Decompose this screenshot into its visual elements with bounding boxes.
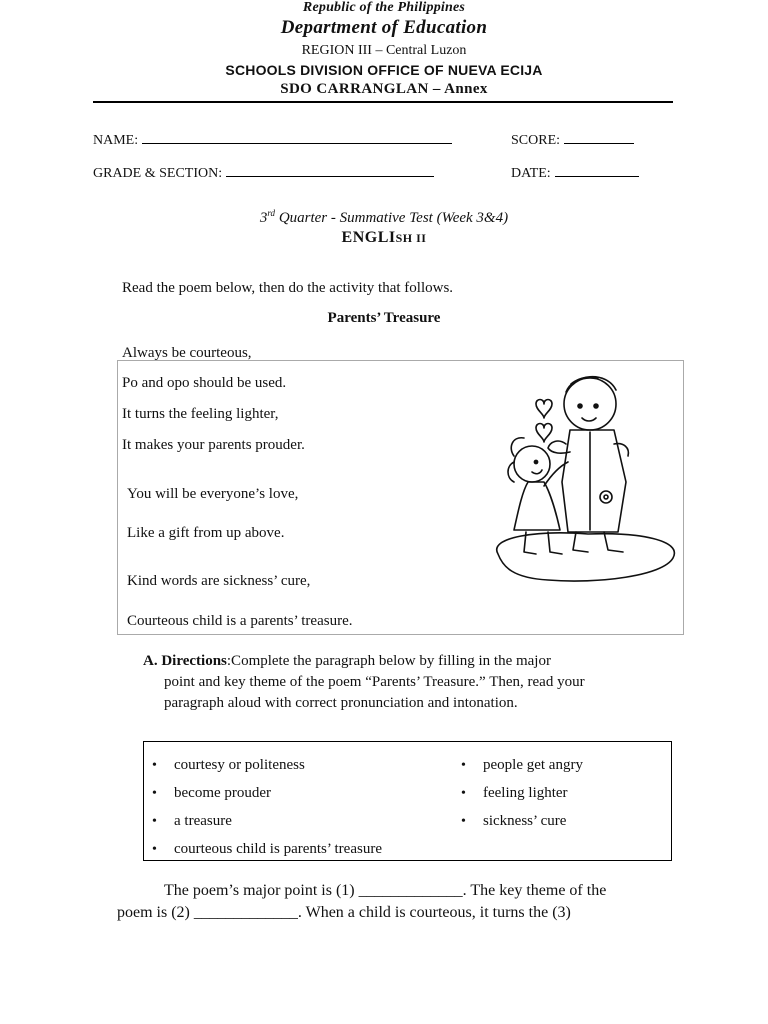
- grade-section-field: [93, 164, 434, 182]
- directions-block: A. Directions:Complete the paragraph below by filling in the major point and key theme of the poem “Parents’ Treasure.” Then, read your paragraph aloud with correct pronunciation and intonation.: [143, 653, 585, 711]
- test-title: 3rd Quarter - Summative Test (Week 3&4): [259, 208, 509, 226]
- name-blank[interactable]: [142, 131, 452, 144]
- instruction-text: Read the poem below, then do the activity that follows.: [122, 280, 454, 296]
- department-heading: Department of Education: [280, 17, 488, 38]
- choice-item: • become prouder: [152, 785, 272, 801]
- poem-line: Always be courteous,: [122, 345, 252, 361]
- annex-heading: SDO CARRANGLAN – Annex: [280, 81, 488, 97]
- poem-line: It makes your parents prouder.: [122, 437, 305, 453]
- poem-line: Courteous child is a parents’ treasure.: [127, 613, 353, 629]
- choice-item: • people get angry: [461, 757, 583, 773]
- grade-section-blank[interactable]: [226, 164, 434, 177]
- name-label: NAME:: [93, 133, 139, 148]
- poem-line: Po and opo should be used.: [122, 375, 287, 391]
- parent-child-illustration: [478, 362, 678, 590]
- directions-label: A. Directions: [143, 653, 227, 669]
- republic-heading: Republic of the Philippines: [302, 0, 466, 15]
- poem-title: Parents’ Treasure: [327, 310, 441, 326]
- choice-item: • sickness’ cure: [461, 813, 567, 829]
- poem-line: Kind words are sickness’ cure,: [127, 573, 311, 589]
- header-divider: [93, 101, 673, 103]
- date-blank[interactable]: [555, 164, 639, 177]
- fill-in-paragraph: The poem’s major point is (1) _____________. The key theme of the poem is (2) _____________. When a child is courteous, it turns the (3): [117, 882, 607, 921]
- poem-line: Like a gift from up above.: [127, 525, 285, 541]
- poem-line: It turns the feeling lighter,: [122, 406, 279, 422]
- score-field: [511, 131, 634, 149]
- division-heading: SCHOOLS DIVISION OFFICE OF NUEVA ECIJA: [225, 62, 543, 78]
- name-field: [93, 131, 452, 149]
- date-label: DATE:: [511, 166, 551, 181]
- choice-item: • courteous child is parents’ treasure: [152, 841, 382, 857]
- score-label: SCORE:: [511, 133, 561, 148]
- grade-section-label: GRADE & SECTION:: [93, 166, 223, 181]
- choice-item: • feeling lighter: [461, 785, 568, 801]
- subject-title: ENGLISH II: [341, 229, 427, 246]
- region-heading: REGION III – Central Luzon: [301, 43, 467, 58]
- choice-item: • courtesy or politeness: [152, 757, 305, 773]
- poem-line: You will be everyone’s love,: [127, 486, 299, 502]
- score-blank[interactable]: [564, 131, 634, 144]
- choice-item: • a treasure: [152, 813, 232, 829]
- date-field: [511, 164, 639, 182]
